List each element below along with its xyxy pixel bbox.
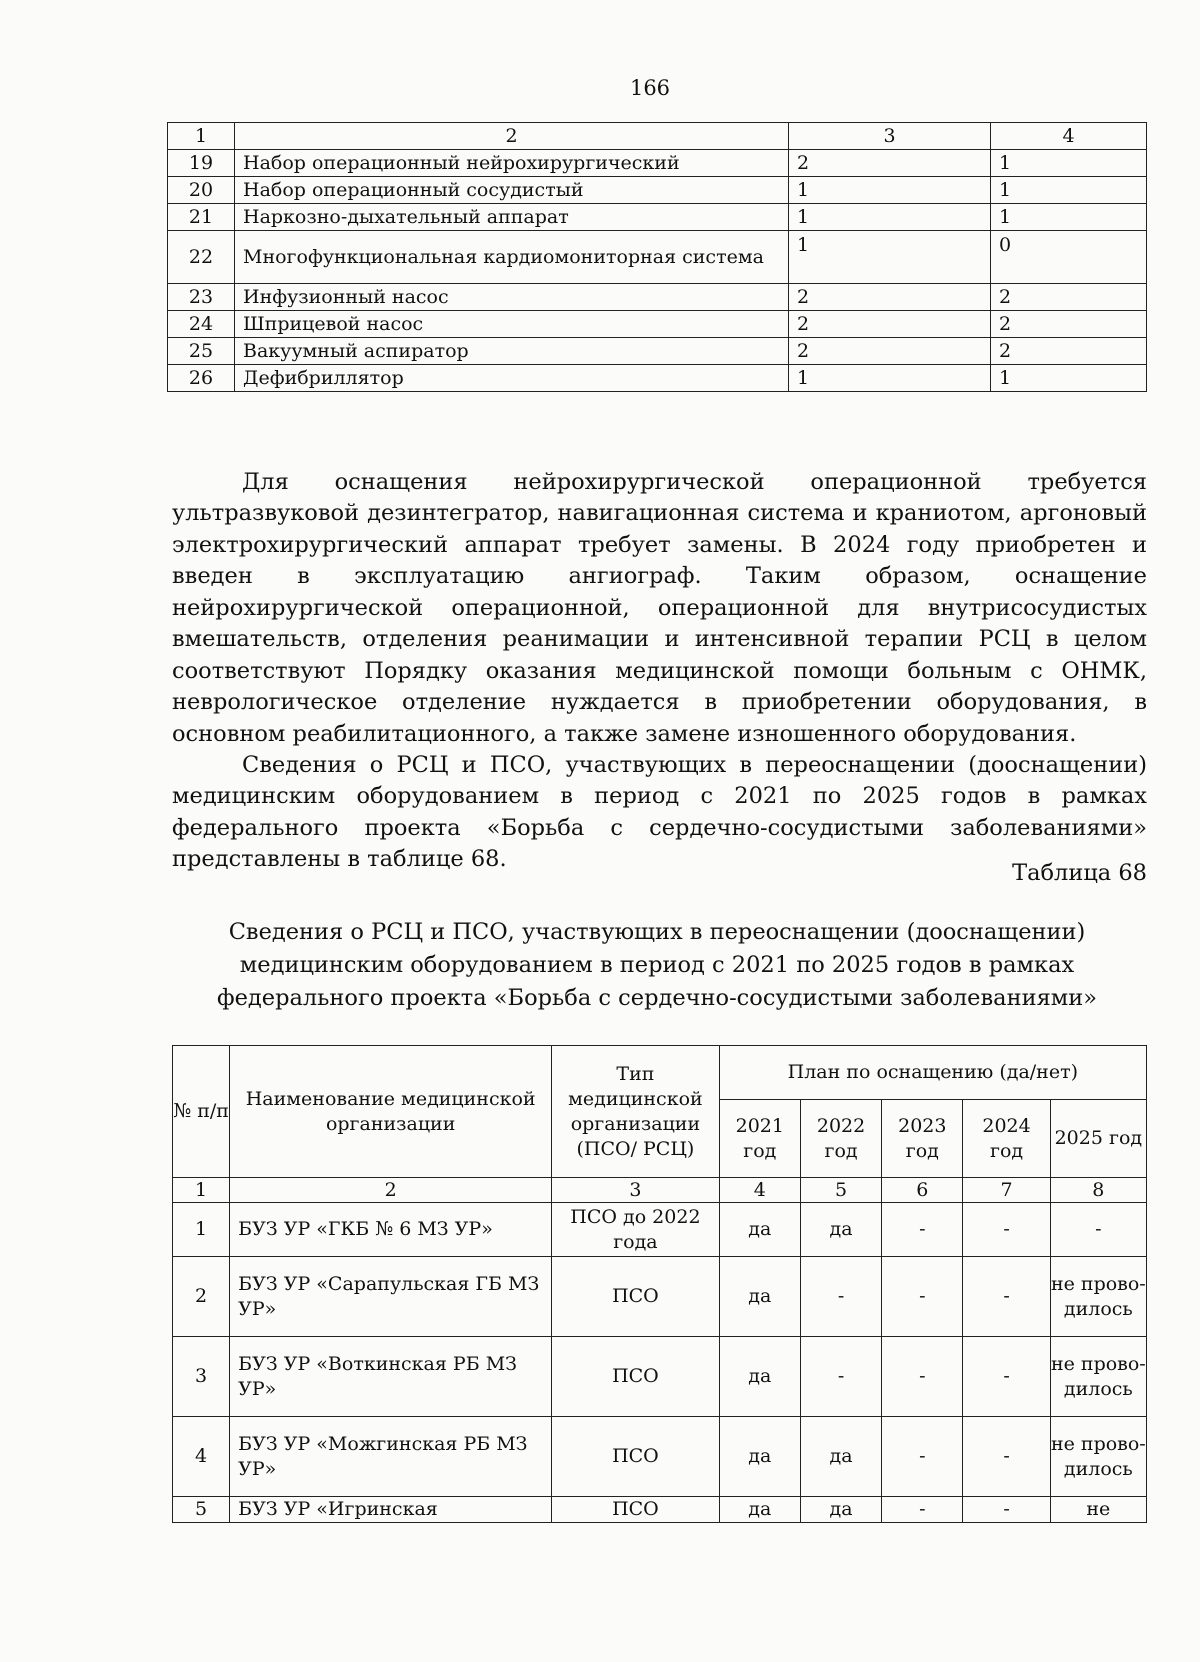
index-cell: 3 xyxy=(552,1178,720,1203)
plan-2024: - xyxy=(963,1257,1050,1337)
header-cell: 1 xyxy=(168,123,235,150)
index-cell: 8 xyxy=(1050,1178,1146,1203)
plan-2025: не прово-дилось xyxy=(1050,1417,1146,1497)
organization-name: БУЗ УР «Можгинская РБ МЗ УР» xyxy=(230,1417,552,1497)
index-cell: 5 xyxy=(800,1178,881,1203)
organization-type: ПСО xyxy=(552,1497,720,1523)
equipment-name: Инфузионный насос xyxy=(235,284,789,311)
organization-type: ПСО xyxy=(552,1337,720,1417)
col3-value: 1 xyxy=(789,365,991,392)
plan-2022: - xyxy=(800,1337,881,1417)
col4-value: 2 xyxy=(991,284,1147,311)
equipment-name: Многофункциональная кардиомониторная система xyxy=(235,231,789,284)
header-year: 2022 год xyxy=(800,1100,881,1178)
header-year: 2021 год xyxy=(719,1100,800,1178)
plan-2023: - xyxy=(882,1257,963,1337)
col4-value: 1 xyxy=(991,365,1147,392)
plan-2024: - xyxy=(963,1497,1050,1523)
organization-type: ПСО xyxy=(552,1417,720,1497)
row-number: 4 xyxy=(173,1417,230,1497)
plan-2023: - xyxy=(882,1497,963,1523)
row-number: 22 xyxy=(168,231,235,284)
plan-2023: - xyxy=(882,1417,963,1497)
body-paragraph: Для оснащения нейрохирургической операционной требуется ультразвуковой дезинтегратор, навигационная система и краниотом, аргоновый электрохирургический аппарат требует замены. В 2024 году приобретен и введен в эксплуатацию ангиограф. Таким образом, оснащение нейрохирургической операционной, операционной для внутрисосудистых вмешательств, отделения реанимации и интенсивной терапии РСЦ в целом соответствуют Порядку оказания медицинской помощи больным с ОНМК, неврологическое отделение нуждается в приобретении оборудования, в основном реабилитационного, а также замене изношенного оборудования. xyxy=(172,468,1147,747)
header-cell: 2 xyxy=(235,123,789,150)
organization-type: ПСО до 2022 года xyxy=(552,1203,720,1257)
body-paragraph: Сведения о РСЦ и ПСО, участвующих в переоснащении (дооснащении) медицинским оборудованием в период с 2021 по 2025 годов в рамках федерального проекта «Борьба с сердечно-сосудистыми заболеваниями» представлены в таблице 68. xyxy=(172,751,1147,872)
plan-2024: - xyxy=(963,1417,1050,1497)
equipment-name: Набор операционный сосудистый xyxy=(235,177,789,204)
plan-2023: - xyxy=(882,1203,963,1257)
organization-name: БУЗ УР «ГКБ № 6 МЗ УР» xyxy=(230,1203,552,1257)
col3-value: 1 xyxy=(789,177,991,204)
table-row xyxy=(168,284,1147,311)
table-row xyxy=(173,1257,1147,1337)
col3-value: 1 xyxy=(789,231,991,284)
table-row xyxy=(168,231,1147,284)
index-cell: 4 xyxy=(719,1178,800,1203)
plan-2025: - xyxy=(1050,1203,1146,1257)
col3-value: 2 xyxy=(789,150,991,177)
index-cell: 1 xyxy=(173,1178,230,1203)
row-number: 25 xyxy=(168,338,235,365)
table-row xyxy=(168,150,1147,177)
plan-2021: да xyxy=(719,1203,800,1257)
plan-2022: да xyxy=(800,1417,881,1497)
plan-2025: не xyxy=(1050,1497,1146,1523)
organization-name: БУЗ УР «Сарапульская ГБ МЗ УР» xyxy=(230,1257,552,1337)
plan-2021: да xyxy=(719,1337,800,1417)
plan-2025: не прово-дилось xyxy=(1050,1337,1146,1417)
pso-table xyxy=(172,1045,1147,1523)
col3-value: 2 xyxy=(789,311,991,338)
table-row xyxy=(168,365,1147,392)
table-row xyxy=(168,177,1147,204)
table-label: Таблица 68 xyxy=(1012,860,1147,886)
table-row xyxy=(168,338,1147,365)
header-name: Наименование медицинской организации xyxy=(230,1046,552,1178)
row-number: 21 xyxy=(168,204,235,231)
table-header-row xyxy=(168,123,1147,150)
index-cell: 7 xyxy=(963,1178,1050,1203)
col3-value: 1 xyxy=(789,204,991,231)
plan-2022: да xyxy=(800,1497,881,1523)
table-row xyxy=(173,1417,1147,1497)
table-header-row xyxy=(173,1046,1147,1100)
index-row xyxy=(173,1178,1147,1203)
col4-value: 0 xyxy=(991,231,1147,284)
equipment-name: Дефибриллятор xyxy=(235,365,789,392)
equipment-table xyxy=(167,122,1147,392)
col4-value: 1 xyxy=(991,177,1147,204)
col3-value: 2 xyxy=(789,284,991,311)
equipment-name: Наркозно-дыхательный аппарат xyxy=(235,204,789,231)
row-number: 24 xyxy=(168,311,235,338)
plan-2021: да xyxy=(719,1417,800,1497)
table-row xyxy=(173,1337,1147,1417)
row-number: 1 xyxy=(173,1203,230,1257)
organization-type: ПСО xyxy=(552,1257,720,1337)
plan-2024: - xyxy=(963,1337,1050,1417)
table-row xyxy=(173,1497,1147,1523)
row-number: 26 xyxy=(168,365,235,392)
header-plan: План по оснащению (да/нет) xyxy=(719,1046,1146,1100)
row-number: 20 xyxy=(168,177,235,204)
index-cell: 6 xyxy=(882,1178,963,1203)
plan-2023: - xyxy=(882,1337,963,1417)
table-row xyxy=(168,311,1147,338)
row-number: 23 xyxy=(168,284,235,311)
plan-2024: - xyxy=(963,1203,1050,1257)
header-cell: 3 xyxy=(789,123,991,150)
index-cell: 2 xyxy=(230,1178,552,1203)
plan-2022: да xyxy=(800,1203,881,1257)
plan-2021: да xyxy=(719,1257,800,1337)
col4-value: 1 xyxy=(991,204,1147,231)
header-year: 2025 год xyxy=(1050,1100,1146,1178)
table-title: Сведения о РСЦ и ПСО, участвующих в переоснащении (дооснащении) медицинским оборудованием в период с 2021 по 2025 годов в рамках федерального проекта «Борьба с сердечно-сосудистыми заболеваниями» xyxy=(216,919,1098,1011)
row-number: 2 xyxy=(173,1257,230,1337)
table-row xyxy=(168,204,1147,231)
plan-2025: не прово-дилось xyxy=(1050,1257,1146,1337)
col4-value: 1 xyxy=(991,150,1147,177)
plan-2022: - xyxy=(800,1257,881,1337)
row-number: 3 xyxy=(173,1337,230,1417)
equipment-name: Набор операционный нейрохирургический xyxy=(235,150,789,177)
page-number: 166 xyxy=(629,76,671,100)
header-cell: 4 xyxy=(991,123,1147,150)
row-number: 19 xyxy=(168,150,235,177)
table-row xyxy=(173,1203,1147,1257)
header-type: Тип медицинской организации (ПСО/ РСЦ) xyxy=(552,1046,720,1178)
header-year: 2023 год xyxy=(882,1100,963,1178)
row-number: 5 xyxy=(173,1497,230,1523)
equipment-name: Шприцевой насос xyxy=(235,311,789,338)
organization-name: БУЗ УР «Игринская xyxy=(230,1497,552,1523)
header-num: № п/п xyxy=(173,1046,230,1178)
plan-2021: да xyxy=(719,1497,800,1523)
col4-value: 2 xyxy=(991,311,1147,338)
header-year: 2024 год xyxy=(963,1100,1050,1178)
col3-value: 2 xyxy=(789,338,991,365)
organization-name: БУЗ УР «Воткинская РБ МЗ УР» xyxy=(230,1337,552,1417)
equipment-name: Вакуумный аспиратор xyxy=(235,338,789,365)
col4-value: 2 xyxy=(991,338,1147,365)
